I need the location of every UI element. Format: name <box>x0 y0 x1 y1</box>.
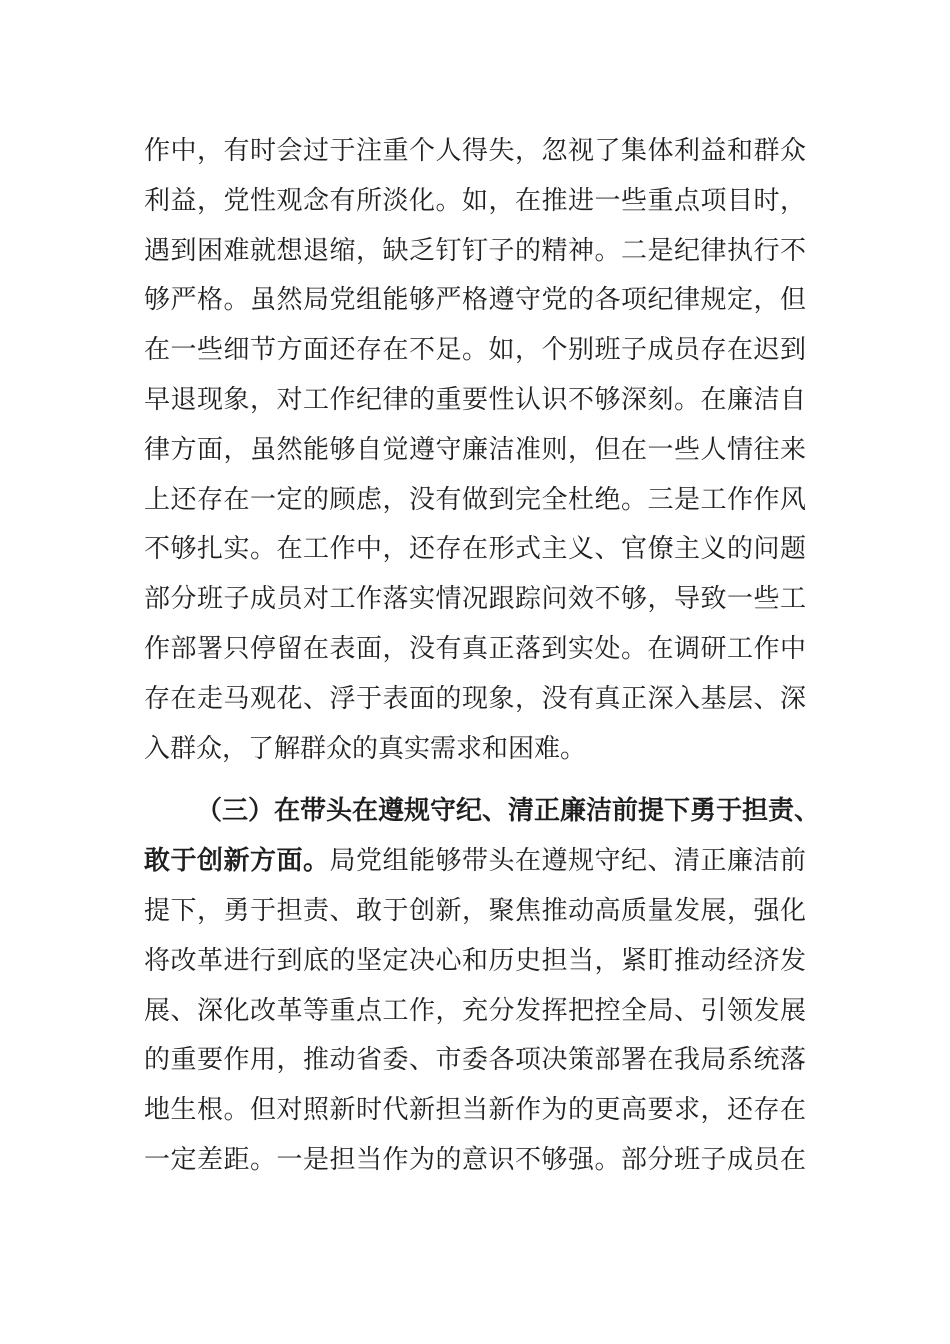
section-heading-end: 敢于创新方面。 <box>144 846 330 877</box>
text-line: 律方面，虽然能够自觉遵守廉洁准则，但在一些人情往来 <box>144 434 806 465</box>
text-line: 提下，勇于担责、敢于创新，聚焦推动高质量发展，强化 <box>144 895 806 926</box>
text-line: 上还存在一定的顾虑，没有做到完全杜绝。三是工作作风 <box>144 484 806 515</box>
text-line <box>144 837 806 887</box>
section-heading: （三）在带头在遵规守纪、清正廉洁前提下勇于担责、 <box>196 796 821 827</box>
body-text <box>144 127 821 1186</box>
paragraph-2 <box>144 787 821 1185</box>
text-line: 不够扎实。在工作中，还存在形式主义、官僚主义的问题 <box>144 534 806 565</box>
text-line: 地生根。但对照新时代新担当新作为的更高要求，还存在 <box>144 1095 806 1126</box>
text-line: 利益，党性观念有所淡化。如，在推进一些重点项目时， <box>144 185 806 216</box>
text-line: 存在走马观花、浮于表面的现象，没有真正深入基层、深 <box>144 683 806 714</box>
text-line: 部分班子成员对工作落实情况跟踪问效不够，导致一些工 <box>144 584 806 615</box>
text-line: 展、深化改革等重点工作，充分发挥把控全局、引领发展 <box>144 995 806 1026</box>
text-line: 作部署只停留在表面，没有真正落到实处。在调研工作中 <box>144 633 806 664</box>
text-line-rest: 局党组能够带头在遵规守纪、清正廉洁前 <box>329 846 806 877</box>
paragraph-1 <box>144 127 806 774</box>
text-line: 遇到困难就想退缩，缺乏钉钉子的精神。二是纪律执行不 <box>144 235 806 266</box>
text-line: 入群众，了解群众的真实需求和困难。 <box>144 733 587 764</box>
text-line: 早退现象，对工作纪律的重要性认识不够深刻。在廉洁自 <box>144 384 806 415</box>
text-line: 将改革进行到底的坚定决心和历史担当，紧盯推动经济发 <box>144 945 806 976</box>
paragraph-gap <box>144 774 806 787</box>
text-line: 在一些细节方面还存在不足。如，个别班子成员存在迟到 <box>144 335 806 366</box>
text-line: 作中，有时会过于注重个人得失，忽视了集体利益和群众 <box>144 136 806 166</box>
text-line: 的重要作用，推动省委、市委各项决策部署在我局系统落 <box>144 1045 806 1076</box>
text-line: 够严格。虽然局党组能够严格遵守党的各项纪律规定，但 <box>144 285 806 316</box>
text-line: 一定差距。一是担当作为的意识不够强。部分班子成员在 <box>144 1144 806 1175</box>
